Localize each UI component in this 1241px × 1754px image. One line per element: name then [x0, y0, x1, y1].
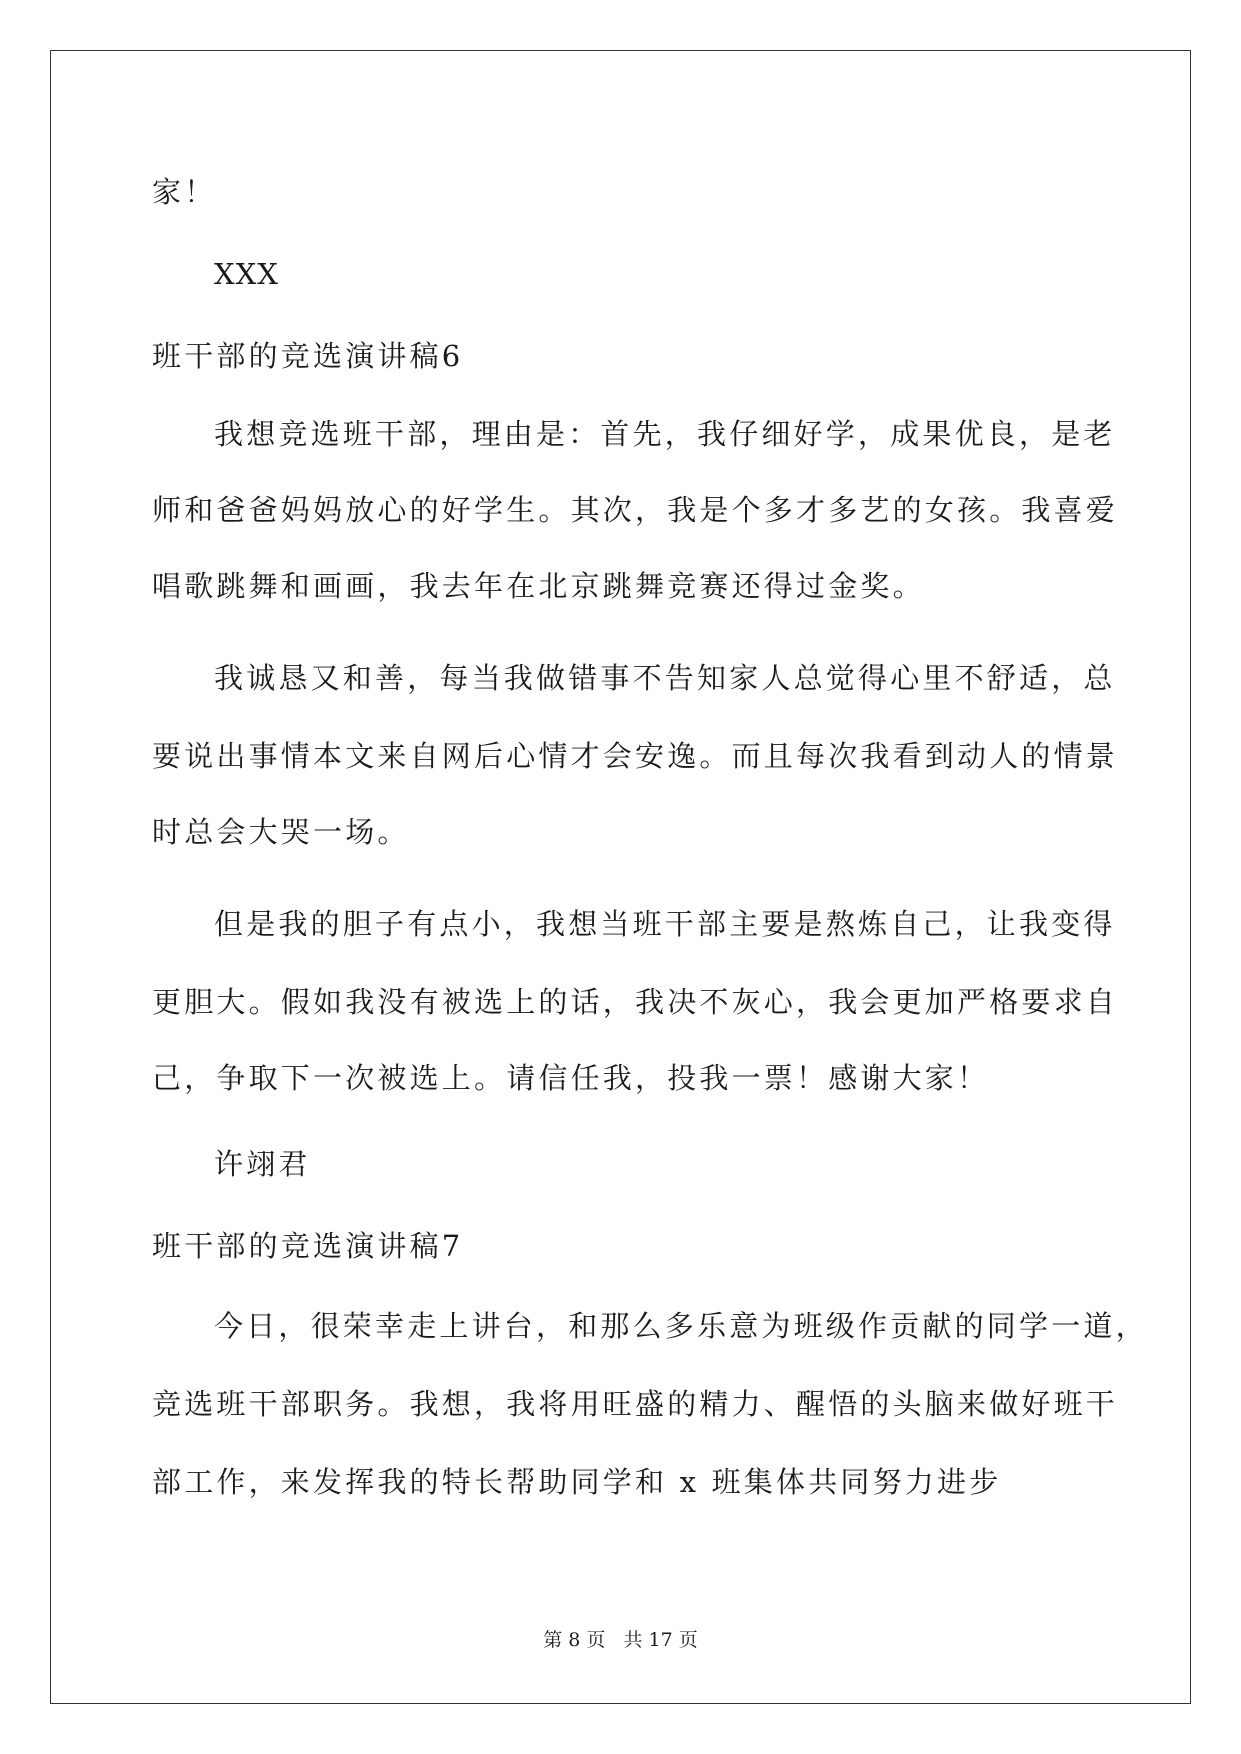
page-border: [50, 50, 1191, 1704]
section-heading: 班干部的竞选演讲稿7: [152, 1229, 464, 1263]
paragraph-line: 今日，很荣幸走上讲台，和那么多乐意为班级作贡献的同学一道，: [214, 1309, 1148, 1343]
author-line: XXX: [214, 257, 279, 291]
paragraph-line: 唱歌跳舞和画画，我去年在北京跳舞竞赛还得过金奖。: [152, 569, 925, 603]
paragraph-line: 要说出事情本文来自网后心情才会安逸。而且每次我看到动人的情景: [152, 739, 1119, 773]
text-line: 家！: [152, 175, 217, 209]
paragraph-line: 时总会大哭一场。: [152, 815, 410, 849]
page-total: 共 17 页: [623, 1629, 698, 1651]
paragraph-line: 我诚恳又和善，每当我做错事不告知家人总觉得心里不舒适，总: [214, 661, 1116, 695]
section-heading: 班干部的竞选演讲稿6: [152, 339, 464, 373]
paragraph-line: 师和爸爸妈妈放心的好学生。其次，我是个多才多艺的女孩。我喜爱: [152, 493, 1119, 527]
paragraph-line: 但是我的胆子有点小，我想当班干部主要是熬炼自己，让我变得: [214, 907, 1116, 941]
author-line: 许翊君: [214, 1147, 311, 1181]
paragraph-line: 更胆大。假如我没有被选上的话，我决不灰心，我会更加严格要求自: [152, 985, 1119, 1019]
page-number: 第 8 页: [543, 1629, 606, 1651]
paragraph-line: 竞选班干部职务。我想，我将用旺盛的精力、醒悟的头脑来做好班干: [152, 1387, 1119, 1421]
paragraph-line: 我想竞选班干部，理由是：首先，我仔细好学，成果优良，是老: [214, 417, 1116, 451]
paragraph-line: 部工作，来发挥我的特长帮助同学和 x 班集体共同努力进步: [152, 1465, 1002, 1499]
page-footer: [0, 1628, 1241, 1652]
paragraph-line: 己，争取下一次被选上。请信任我，投我一票！感谢大家！: [152, 1061, 990, 1095]
